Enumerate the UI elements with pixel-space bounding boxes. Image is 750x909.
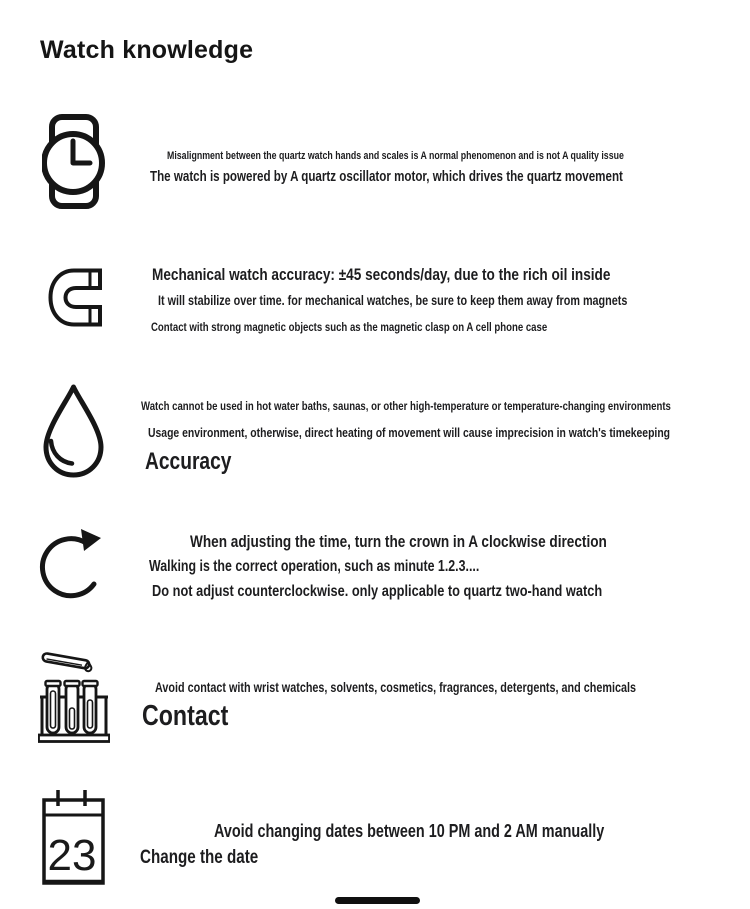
calendar-icon	[42, 788, 105, 885]
water-drop-icon	[40, 383, 107, 480]
section-line: Do not adjust counterclockwise. only applicable to quartz two-hand watch	[152, 583, 603, 600]
section-line: Usage environment, otherwise, direct heating of movement will cause imprecision in watch's timekeeping	[148, 425, 671, 440]
section-line: Avoid contact with wrist watches, solvents, cosmetics, fragrances, detergents, and chemicals	[155, 680, 636, 695]
section-line: Change the date	[140, 847, 259, 868]
section-line: Avoid changing dates between 10 PM and 2 AM manually	[214, 821, 605, 841]
section-line: Contact with strong magnetic objects such as the magnetic clasp on A cell phone case	[151, 320, 548, 334]
home-indicator-bar	[335, 897, 420, 904]
section-line: The watch is powered by A quartz oscillator motor, which drives the quartz movement	[150, 169, 623, 185]
section-line: Accuracy	[145, 448, 232, 475]
test-tubes-icon	[38, 650, 110, 744]
calendar-day-number: 23	[47, 831, 97, 880]
section-line: It will stabilize over time. for mechanical watches, be sure to keep them away from magnets	[158, 293, 628, 308]
page-title: Watch knowledge	[40, 36, 254, 64]
section-line: When adjusting the time, turn the crown in A clockwise direction	[190, 532, 607, 551]
clockwise-arrow-icon	[38, 527, 102, 603]
section-line: Watch cannot be used in hot water baths, saunas, or other high-temperature or temperature-changing environments	[141, 399, 671, 413]
magnet-icon	[48, 268, 102, 327]
section-line: Mechanical watch accuracy: ±45 seconds/day, due to the rich oil inside	[152, 265, 611, 284]
section-line: Contact	[142, 700, 229, 732]
wristwatch-icon	[42, 114, 106, 210]
section-line: Misalignment between the quartz watch hands and scales is A normal phenomenon and is not A quality issue	[167, 150, 624, 162]
section-line: Walking is the correct operation, such as minute 1.2.3....	[149, 558, 480, 575]
